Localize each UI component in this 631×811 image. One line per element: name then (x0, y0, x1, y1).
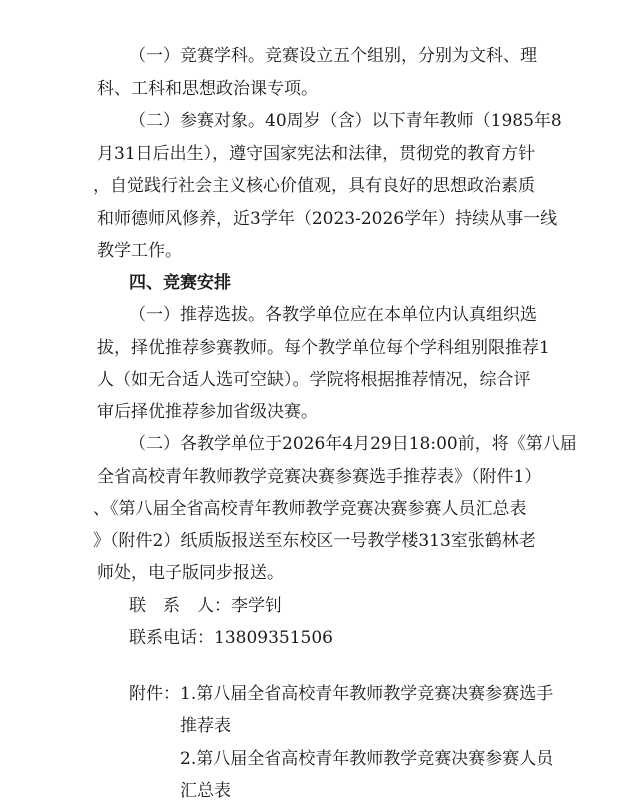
section-heading: 四、竞赛安排 (129, 273, 231, 293)
text-line: （二）各教学单位于2026年4月29日18:00前，将《第八届 (129, 434, 577, 454)
text-line: （一）竞赛学科。竞赛设立五个组别，分别为文科、理 (129, 46, 537, 66)
text-line: 审后择优推荐参加省级决赛。 (97, 402, 318, 422)
text-line: 教学工作。 (97, 241, 182, 261)
attachment-line: 汇总表 (180, 781, 231, 801)
text-line: 师处，电子版同步报送。 (97, 563, 284, 583)
text-line: 全省高校青年教师教学竞赛决赛参赛选手推荐表》（附件1） (97, 467, 542, 487)
text-line: （二）参赛对象。40周岁（含）以下青年教师（1985年8 (129, 111, 562, 131)
text-line: 、《第八届全省高校青年教师教学竞赛决赛参赛人员汇总表 (93, 499, 527, 519)
text-line: 》（附件2）纸质版报送至东校区一号教学楼313室张鹤林老 (93, 531, 536, 551)
attachment-line: 附件：1.第八届全省高校青年教师教学竞赛决赛参赛选手 (129, 684, 554, 704)
contact-phone: 联系电话：13809351506 (129, 628, 333, 648)
contact-person: 联 系 人：李学钊 (129, 596, 282, 616)
attachment-line: 2.第八届全省高校青年教师教学竞赛决赛参赛人员 (180, 749, 554, 769)
text-line: （一）推荐选拔。各教学单位应在本单位内认真组织选 (129, 305, 537, 325)
text-line: 科、工科和思想政治课专项。 (97, 79, 318, 99)
text-line: 人（如无合适人选可空缺）。学院将根据推荐情况，综合评 (97, 370, 531, 390)
text-line: 月31日后出生），遵守国家宪法和法律，贯彻党的教育方针 (97, 144, 536, 164)
text-line: 拔，择优推荐参赛教师。每个教学单位每个学科组别限推荐1 (97, 338, 550, 358)
attachment-line: 推荐表 (180, 716, 231, 736)
text-line: ，自觉践行社会主义核心价值观，具有良好的思想政治素质 (93, 176, 535, 196)
text-line: 和师德师风修养，近3学年（2023-2026学年）持续从事一线 (97, 209, 558, 229)
